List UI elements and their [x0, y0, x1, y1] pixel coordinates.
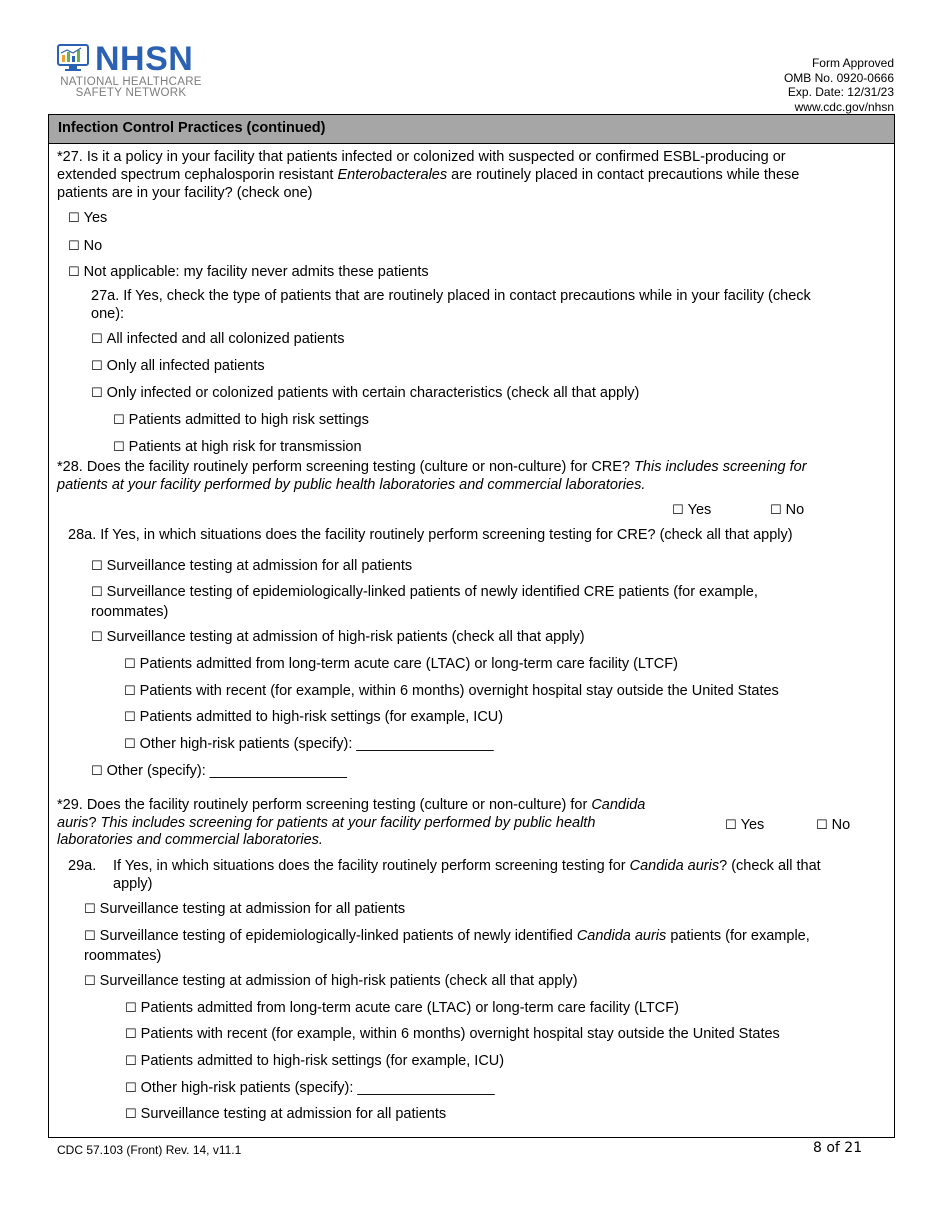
q28a-option-epi-linked[interactable]: ☐ Surveillance testing of epidemiologically-linked patients of newly identified CRE patients (for example, [91, 584, 758, 600]
checkbox-icon[interactable]: ☐ [125, 1054, 137, 1069]
q28-option-no[interactable]: ☐ No [770, 502, 805, 518]
q28a-sub-option-icu[interactable]: ☐ Patients admitted to high-risk settings (for example, ICU) [124, 709, 504, 725]
logo-subtitle-2: SAFETY NETWORK [75, 87, 187, 99]
q29a-sub-option-overnight[interactable]: ☐ Patients with recent (for example, within 6 months) overnight hospital stay outside the United States [125, 1026, 780, 1042]
q29a-option-epi-linked[interactable]: ☐ Surveillance testing of epidemiologically-linked patients of newly identified Candida auris patients (for example, [84, 928, 810, 944]
q28a-option-other[interactable]: ☐ Other (specify): _________________ [91, 763, 347, 779]
checkbox-icon[interactable]: ☐ [124, 684, 136, 699]
checkbox-icon[interactable]: ☐ [91, 630, 103, 645]
q29-text-line2: auris? This includes screening for patients at your facility performed by public health [57, 815, 596, 831]
q29-text-line1: *29. Does the facility routinely perform screening testing (culture or non-culture) for Candida [57, 797, 646, 813]
q27a-sub-option-high-risk-settings[interactable]: ☐ Patients admitted to high risk settings [113, 412, 369, 428]
form-id: CDC 57.103 (Front) Rev. 14, v11.1 [57, 1143, 242, 1157]
q28-text-line1: *28. Does the facility routinely perform screening testing (culture or non-culture) for CRE? This includes screening for [57, 459, 807, 475]
q29a-label: 29a. [68, 858, 97, 874]
q28a-sub-option-other[interactable]: ☐ Other high-risk patients (specify): _________________ [124, 736, 494, 752]
q27a-text-line1: 27a. If Yes, check the type of patients that are routinely placed in contact precautions while in your facility (check [91, 288, 811, 304]
checkbox-icon[interactable]: ☐ [725, 818, 737, 833]
q29a-sub-option-ltac[interactable]: ☐ Patients admitted from long-term acute care (LTAC) or long-term care facility (LTCF) [125, 1000, 679, 1016]
q28a-sub-option-overnight[interactable]: ☐ Patients with recent (for example, within 6 months) overnight hospital stay outside the United States [124, 683, 779, 699]
checkbox-icon[interactable]: ☐ [91, 386, 103, 401]
checkbox-icon[interactable]: ☐ [84, 974, 96, 989]
logo-subtitle-1: NATIONAL HEALTHCARE [60, 76, 202, 88]
checkbox-icon[interactable]: ☐ [125, 1027, 137, 1042]
checkbox-icon[interactable]: ☐ [91, 559, 103, 574]
q29a-option-high-risk[interactable]: ☐ Surveillance testing at admission of high-risk patients (check all that apply) [84, 973, 578, 989]
q28a-option-admission-all[interactable]: ☐ Surveillance testing at admission for all patients [91, 558, 413, 574]
checkbox-icon[interactable]: ☐ [91, 332, 103, 347]
checkbox-icon[interactable]: ☐ [124, 710, 136, 725]
q28-text-line2: patients at your facility performed by public health laboratories and commercial laboratories. [57, 477, 646, 493]
q27-option-na[interactable]: ☐ Not applicable: my facility never admits these patients [68, 264, 429, 280]
q29a-option-epi-linked-line2: roommates) [84, 948, 162, 964]
q27a-text-line2: one): [91, 306, 125, 322]
q29a-option-admission-all[interactable]: ☐ Surveillance testing at admission for all patients [84, 901, 406, 917]
logo-wordmark: NHSN [95, 40, 194, 78]
q29-option-no[interactable]: ☐ No [816, 817, 851, 833]
q29a-text-line2: apply) [113, 876, 153, 892]
expiration-date: Exp. Date: 12/31/23 [787, 85, 894, 99]
q27-option-yes[interactable]: ☐ Yes [68, 210, 108, 226]
form-approval-block [784, 56, 894, 114]
checkbox-icon[interactable]: ☐ [125, 1107, 137, 1122]
q28a-text: 28a. If Yes, in which situations does the facility routinely perform screening testing for CRE? (check all that apply) [68, 527, 793, 543]
monitor-chart-icon [57, 44, 91, 74]
checkbox-icon[interactable]: ☐ [672, 503, 684, 518]
checkbox-icon[interactable]: ☐ [113, 413, 125, 428]
checkbox-icon[interactable]: ☐ [124, 657, 136, 672]
checkbox-icon[interactable]: ☐ [113, 440, 125, 455]
q29a-sub-option-icu[interactable]: ☐ Patients admitted to high-risk settings (for example, ICU) [125, 1053, 505, 1069]
checkbox-icon[interactable]: ☐ [91, 585, 103, 600]
q28-option-yes[interactable]: ☐ Yes [672, 502, 712, 518]
section-header [49, 115, 894, 144]
approval-line: Form Approved [811, 56, 894, 70]
q29-option-yes[interactable]: ☐ Yes [725, 817, 765, 833]
checkbox-icon[interactable]: ☐ [125, 1001, 137, 1016]
checkbox-icon[interactable]: ☐ [91, 359, 103, 374]
checkbox-icon[interactable]: ☐ [68, 265, 80, 280]
checkbox-icon[interactable]: ☐ [770, 503, 782, 518]
checkbox-icon[interactable]: ☐ [125, 1081, 137, 1096]
q27-text-line3: patients are in your facility? (check one) [57, 185, 313, 201]
q27-option-no[interactable]: ☐ No [68, 238, 103, 254]
website-link[interactable]: www.cdc.gov/nhsn [794, 99, 894, 114]
q27a-option-infected[interactable]: ☐ Only all infected patients [91, 358, 265, 374]
q29a-text-line1: If Yes, in which situations does the facility routinely perform screening testing for Candida auris? (check all that [113, 858, 821, 874]
checkbox-icon[interactable]: ☐ [124, 737, 136, 752]
q29-text-line3: laboratories and commercial laboratories. [57, 832, 323, 848]
checkbox-icon[interactable]: ☐ [84, 929, 96, 944]
q27a-option-all[interactable]: ☐ All infected and all colonized patients [91, 331, 345, 347]
section-title: Infection Control Practices (continued) [58, 120, 326, 136]
checkbox-icon[interactable]: ☐ [91, 764, 103, 779]
checkbox-icon[interactable]: ☐ [84, 902, 96, 917]
q29a-sub-option-other[interactable]: ☐ Other high-risk patients (specify): _________________ [125, 1080, 495, 1096]
page-number: 8 of 21 [813, 1140, 863, 1156]
checkbox-icon[interactable]: ☐ [816, 818, 828, 833]
q29a-sub-option-admission-all[interactable]: ☐ Surveillance testing at admission for all patients [125, 1106, 447, 1122]
nhsn-logo [57, 40, 207, 100]
q27-text-line2: extended spectrum cephalosporin resistant Enterobacterales are routinely placed in contact precautions while these [57, 167, 800, 183]
q28a-sub-option-ltac[interactable]: ☐ Patients admitted from long-term acute care (LTAC) or long-term care facility (LTCF) [124, 656, 678, 672]
q28a-option-epi-linked-line2: roommates) [91, 604, 169, 620]
checkbox-icon[interactable]: ☐ [68, 239, 80, 254]
checkbox-icon[interactable]: ☐ [68, 211, 80, 226]
q28a-option-high-risk[interactable]: ☐ Surveillance testing at admission of high-risk patients (check all that apply) [91, 629, 585, 645]
q27a-option-certain[interactable]: ☐ Only infected or colonized patients with certain characteristics (check all that apply) [91, 385, 640, 401]
q27-text-line1: *27. Is it a policy in your facility that patients infected or colonized with suspected or confirmed ESBL-producing or [57, 149, 786, 165]
q27a-sub-option-high-risk-transmission[interactable]: ☐ Patients at high risk for transmission [113, 439, 362, 455]
omb-number: OMB No. 0920-0666 [783, 70, 894, 85]
